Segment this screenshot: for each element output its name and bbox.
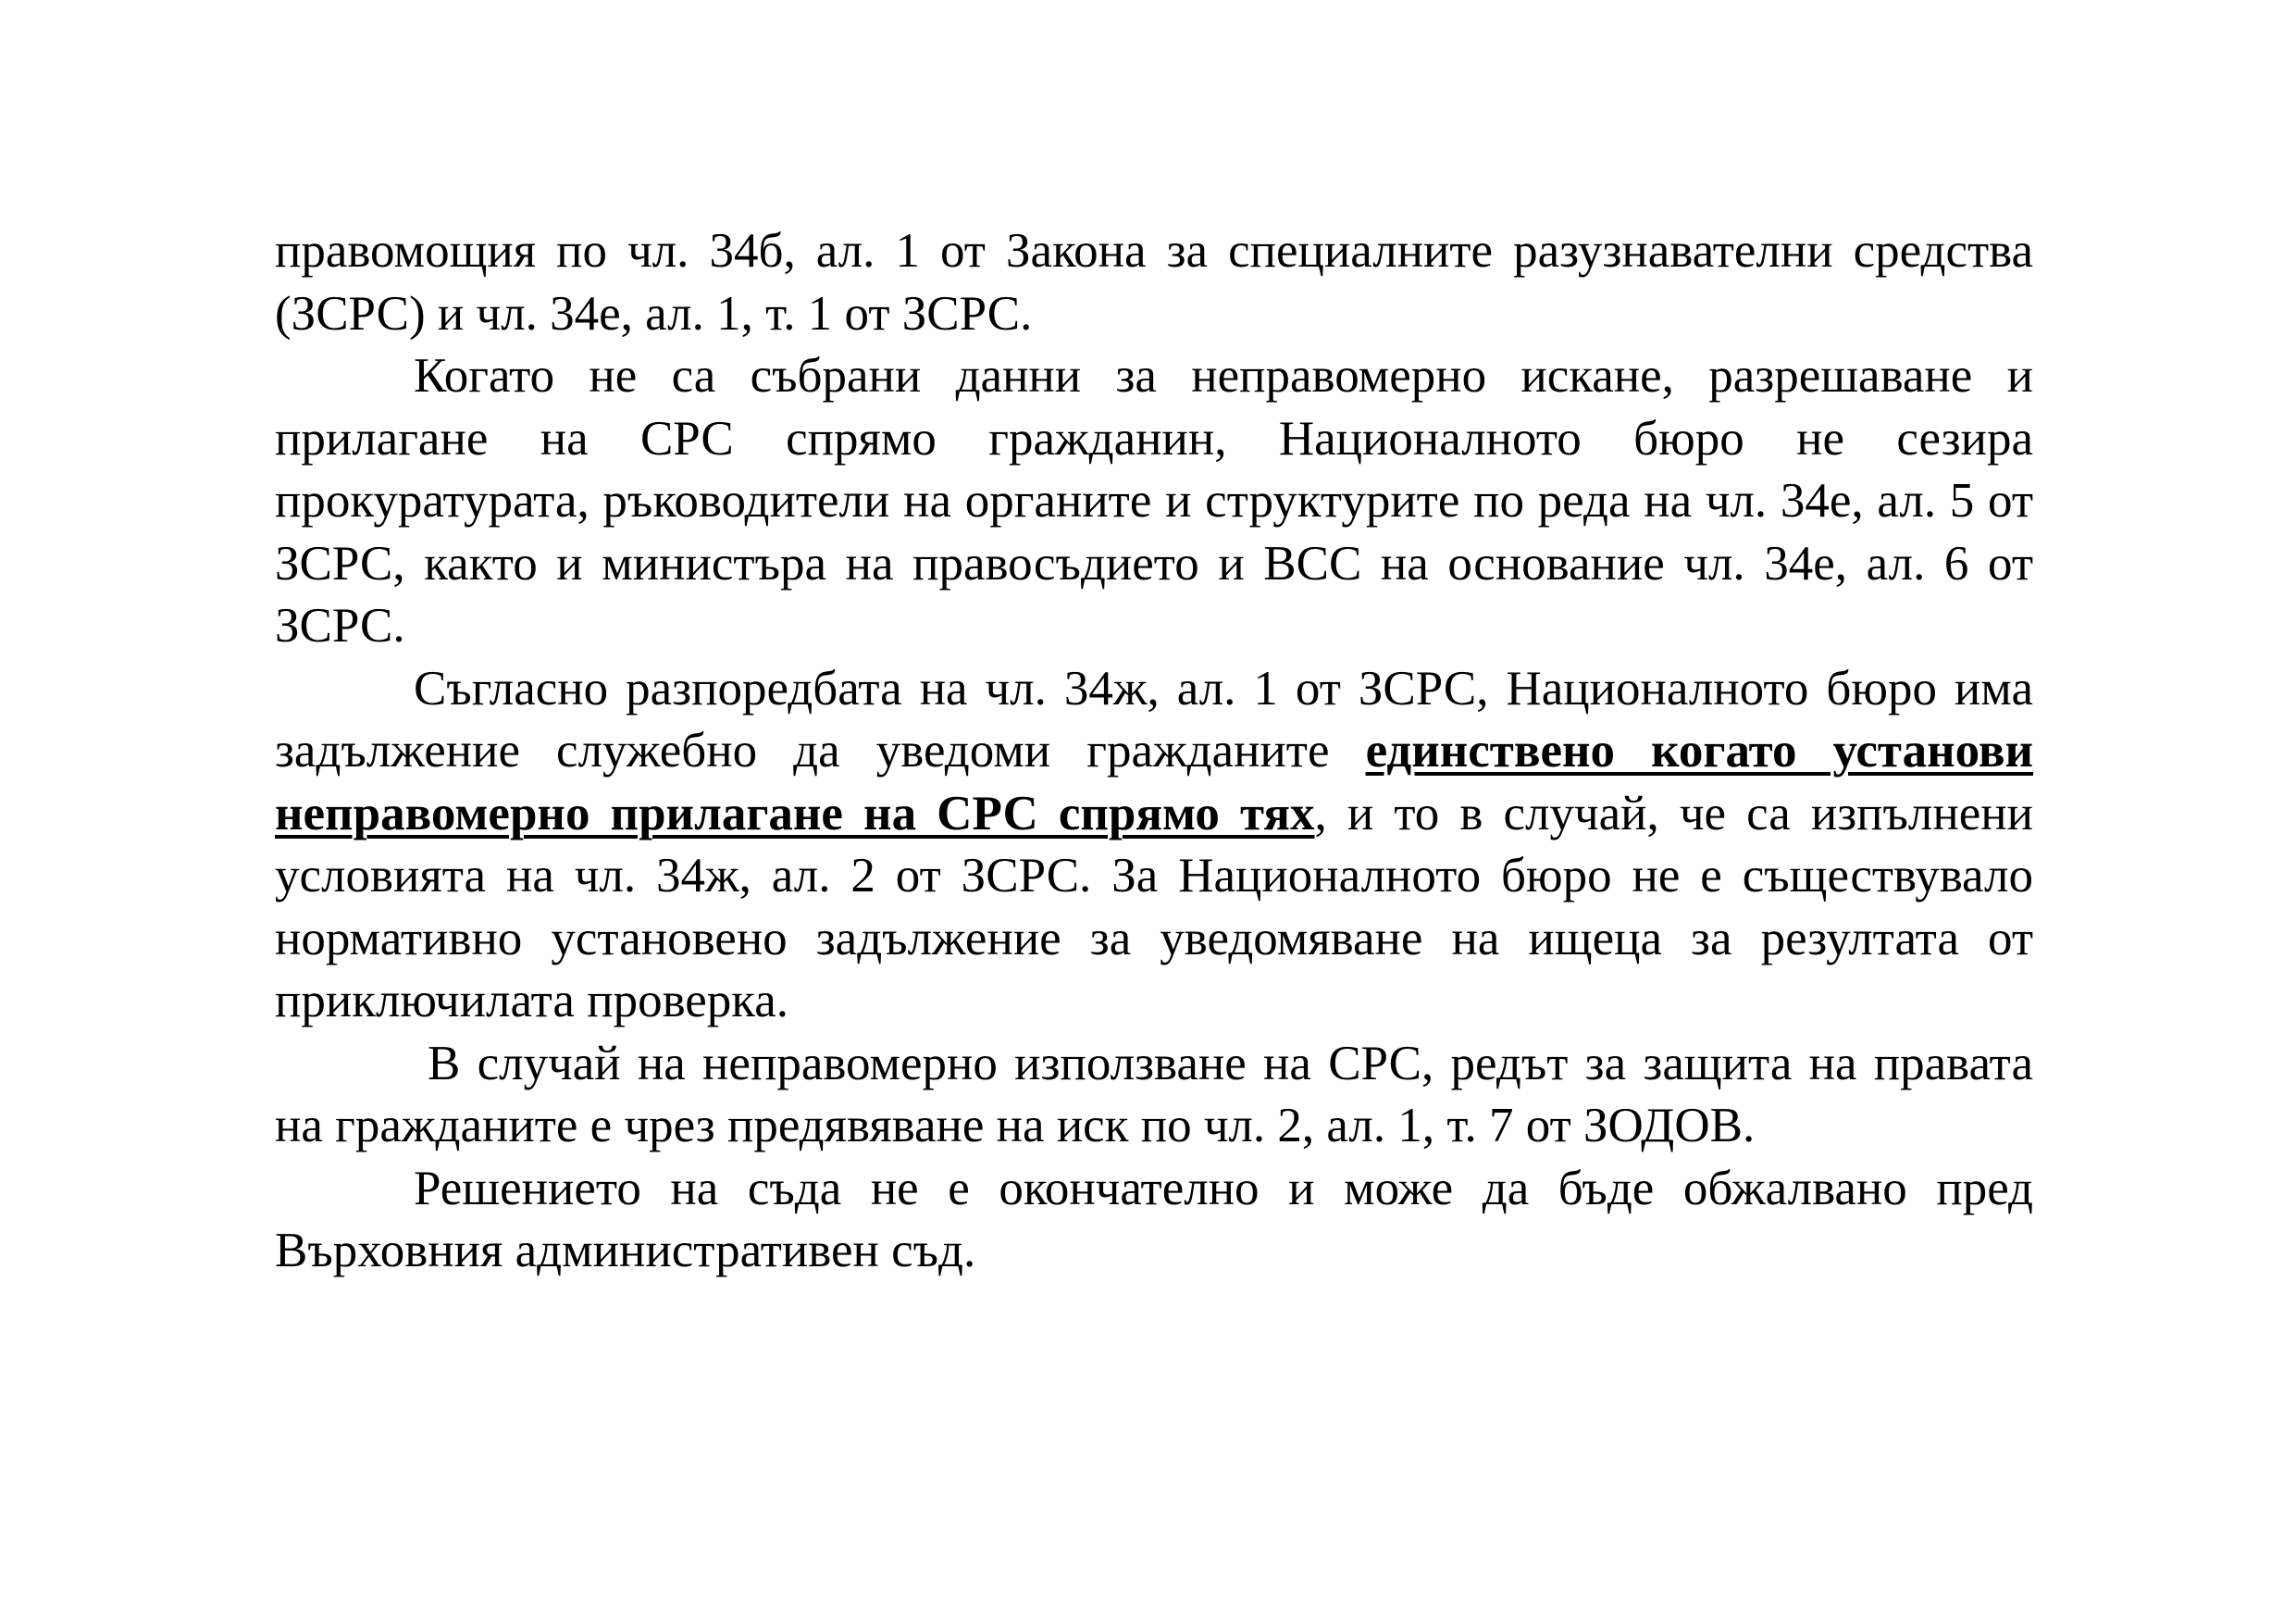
document-body <box>275 220 2033 1283</box>
paragraph-remedy: В случай на неправомерно използване на СРС, редът за защита на правата на гражданите е чрез предявяване на иск по чл. 2, ал. 1, т. 7 от ЗОДОВ. <box>275 1036 2033 1152</box>
paragraph-no-data-collected: Когато не са събрани данни за неправомерно искане, разрешаване и прилагане на СРС спрямо гражданин, Националното бюро не сезира прокуратурата, ръководители на органите и структурите по реда на чл. 34е, ал. 5 от ЗСРС, както и министъра на правосъдието и ВСС на основание чл. 34е, ал. 6 от ЗСРС. <box>275 349 2033 653</box>
paragraph-continuation: правомощия по чл. 34б, ал. 1 от Закона за специалните разузнавателни средства (ЗСРС) и чл. 34е, ал. 1, т. 1 от ЗСРС. <box>275 224 2033 341</box>
paragraph-notification-duty <box>275 658 2033 1033</box>
paragraph-text-after: , и то в случай, че са изпълнени условията на чл. 34ж, ал. 2 от ЗСРС. За Националното бюро не е съществувало нормативно установено задължение за уведомяване на ищеца за резултата от приключилата проверка. <box>275 786 2033 1027</box>
paragraph-text-before: Съгласно разпоредбата на чл. 34ж, ал. 1 от ЗСРС, Националното бюро има задължение служебно да уведоми гражданите <box>275 661 2033 778</box>
emphasized-phrase: единствено когато установи неправомерно прилагане на СРС спрямо тях <box>275 724 2033 840</box>
paragraph-appeal-notice: Решението на съда не е окончателно и може да бъде обжалвано пред Върховния административен съд. <box>275 1161 2033 1277</box>
